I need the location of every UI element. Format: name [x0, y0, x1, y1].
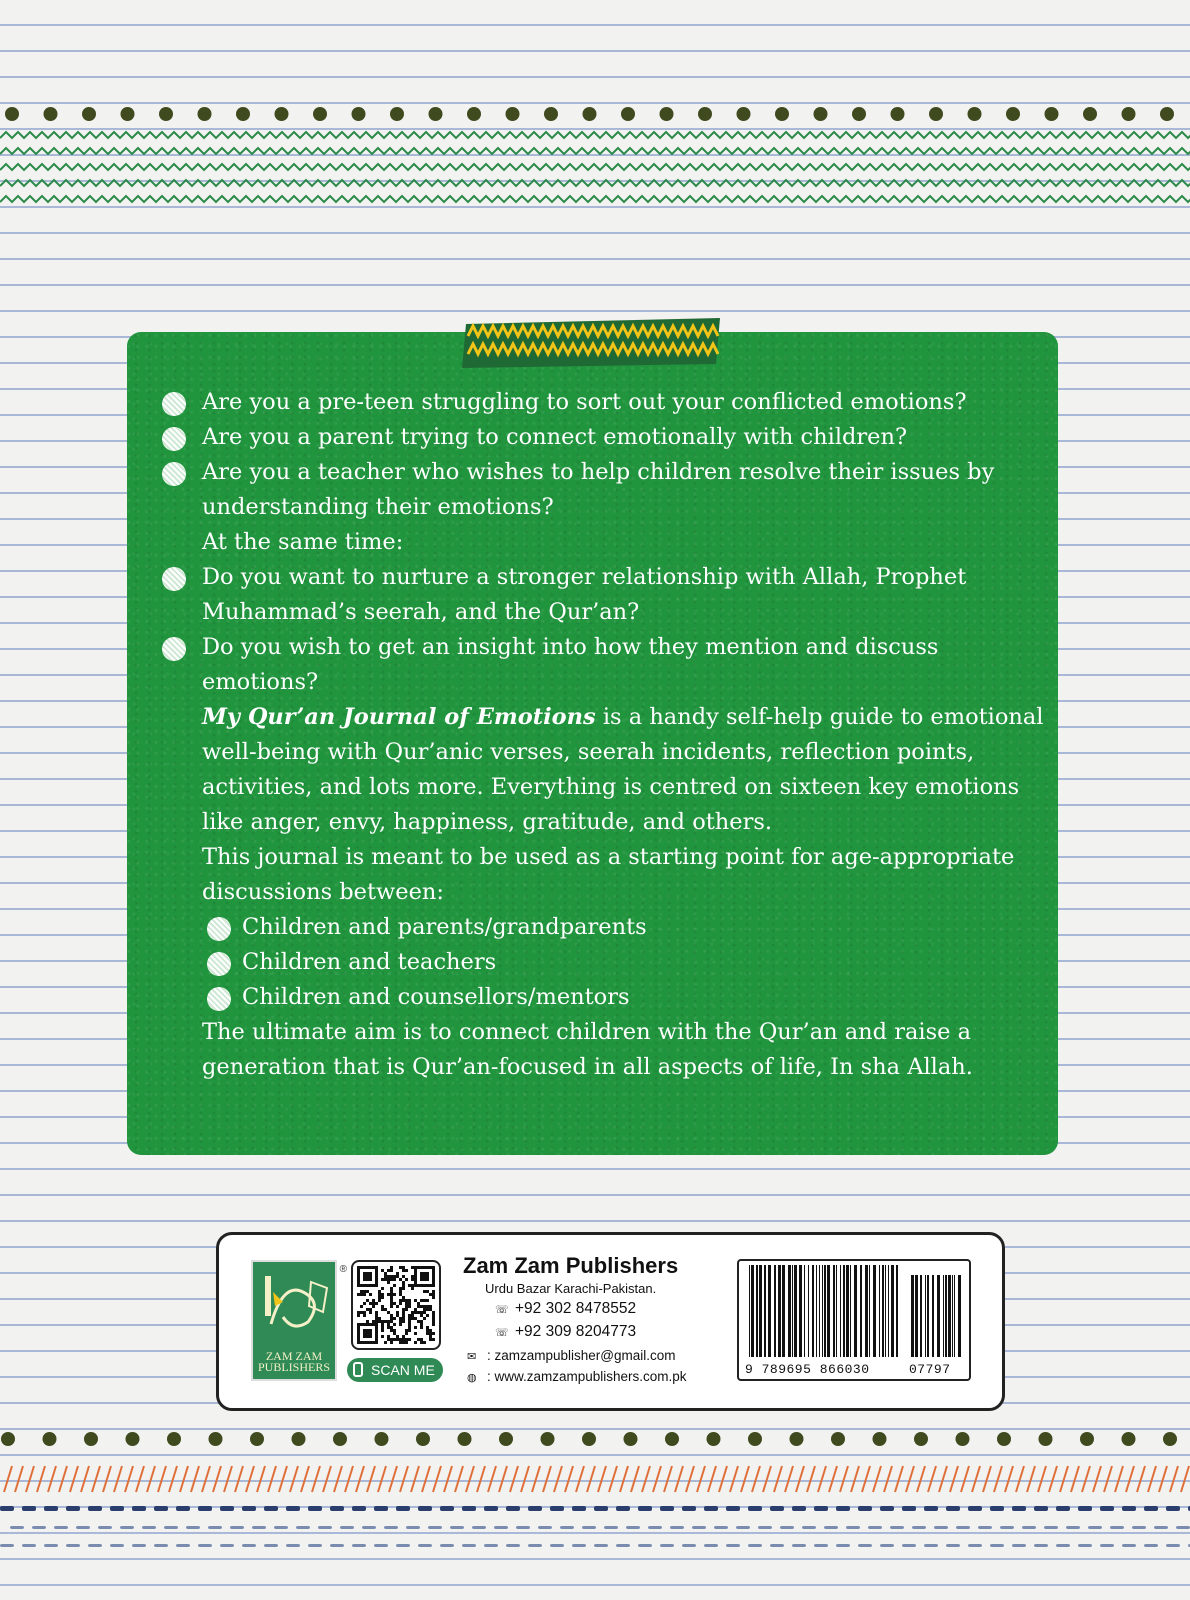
barcode-addon: 07797 — [909, 1362, 951, 1377]
description-line — [202, 735, 1032, 770]
book-title-rest: is a handy self-help guide to emotional — [595, 704, 1044, 730]
publisher-logo — [251, 1260, 347, 1381]
line-text: generation that is Qur’an-focused in all aspects of life, In sha Allah. — [202, 1054, 973, 1080]
logo-text-line-1: ZAM ZAM — [265, 1349, 323, 1363]
envelope-icon: ✉ — [467, 1351, 477, 1363]
bullet-icon — [207, 952, 231, 976]
closing-line — [202, 1015, 1032, 1050]
publisher-info — [463, 1252, 713, 1388]
tape-decoration — [458, 314, 728, 372]
bullet-icon — [162, 392, 186, 416]
phone-line-1[interactable] — [495, 1298, 713, 1321]
scan-me-badge — [347, 1358, 443, 1382]
line-text: Children and parents/grandparents — [242, 914, 647, 940]
qr-code[interactable] — [351, 1260, 441, 1350]
line-text: Are you a teacher who wishes to help children resolve their issues by — [202, 459, 995, 485]
line-text: Children and counsellors/mentors — [242, 984, 630, 1010]
question-line — [202, 385, 1032, 420]
line-text: like anger, envy, happiness, gratitude, and others. — [202, 809, 773, 835]
website-text: : www.zamzampublishers.com.pk — [487, 1369, 687, 1384]
bullet-icon — [162, 427, 186, 451]
question-line — [202, 420, 1032, 455]
calligraphy-icon — [253, 1262, 335, 1342]
line-text: Are you a pre-teen struggling to sort out your conflicted emotions? — [202, 389, 967, 415]
line-text: At the same time: — [202, 529, 404, 555]
publisher-box — [216, 1232, 1005, 1411]
phone-whatsapp-icon: ☏ — [495, 1304, 509, 1316]
line-text: well-being with Qur’anic verses, seerah incidents, reflection points, — [202, 739, 975, 765]
dot-border-bottom — [0, 1425, 1190, 1455]
registered-mark: ® — [339, 1264, 347, 1275]
orange-stripe-border — [0, 1462, 1190, 1496]
bullet-icon — [162, 567, 186, 591]
publisher-name: Zam Zam Publishers — [463, 1253, 679, 1278]
phone-number-2: +92 309 8204773 — [515, 1323, 637, 1340]
line-text: The ultimate aim is to connect children with the Qur’an and raise a — [202, 1019, 972, 1045]
description-text — [202, 385, 1044, 1085]
publisher-address: Urdu Bazar Karachi-Pakistan. — [485, 1281, 657, 1296]
phone-whatsapp-icon: ☏ — [495, 1327, 509, 1339]
line-text: Are you a parent trying to connect emotionally with children? — [202, 424, 908, 450]
line-text: Do you wish to get an insight into how they mention and discuss — [202, 634, 939, 660]
question-line — [202, 630, 1032, 665]
question-line — [202, 490, 1032, 525]
question-line — [202, 595, 1032, 630]
zigzag-border-top — [0, 130, 1190, 214]
line-text: discussions between: — [202, 879, 444, 905]
email-text: : zamzampublisher@gmail.com — [487, 1348, 676, 1363]
book-title: My Qur’an Journal of Emotions — [202, 704, 596, 730]
phone-number-1: +92 302 8478552 — [515, 1300, 637, 1317]
audience-item — [202, 910, 1032, 945]
qr-code-icon — [353, 1262, 439, 1348]
audience-item — [202, 945, 1032, 980]
email-line[interactable] — [467, 1346, 713, 1367]
phone-icon — [353, 1362, 363, 1377]
description-line — [202, 805, 1032, 840]
phone-line-2[interactable] — [495, 1321, 713, 1344]
description-line — [202, 840, 1032, 875]
question-line — [202, 455, 1032, 490]
logo-text-line-2: PUBLISHERS — [257, 1360, 331, 1374]
bullet-icon — [207, 987, 231, 1011]
question-line — [202, 560, 1032, 595]
scan-me-label: SCAN ME — [371, 1362, 435, 1378]
line-text: Children and teachers — [242, 949, 497, 975]
globe-icon: ◍ — [467, 1372, 477, 1384]
logo-text — [253, 1351, 335, 1373]
question-line — [202, 525, 1032, 560]
line-text: understanding their emotions? — [202, 494, 554, 520]
description-line — [202, 875, 1032, 910]
closing-line — [202, 1050, 1032, 1085]
website-line[interactable] — [467, 1367, 713, 1388]
audience-item — [202, 980, 1032, 1015]
description-card — [127, 332, 1058, 1155]
navy-dash-border — [0, 1500, 1190, 1562]
question-line — [202, 665, 1032, 700]
bullet-icon — [162, 637, 186, 661]
barcode-bars — [739, 1265, 969, 1365]
barcode-digits: 9 789695 866030 — [745, 1362, 870, 1377]
bullet-icon — [162, 462, 186, 486]
bullet-icon — [207, 917, 231, 941]
isbn-barcode — [737, 1259, 971, 1381]
line-text: Do you want to nurture a stronger relationship with Allah, Prophet — [202, 564, 967, 590]
line-text: This journal is meant to be used as a starting point for age-appropriate — [202, 844, 1015, 870]
description-line — [202, 770, 1032, 805]
book-title-line — [202, 700, 1044, 735]
line-text: Muhammad’s seerah, and the Qur’an? — [202, 599, 640, 625]
line-text: activities, and lots more. Everything is centred on sixteen key emotions — [202, 774, 1020, 800]
line-text: emotions? — [202, 669, 319, 695]
